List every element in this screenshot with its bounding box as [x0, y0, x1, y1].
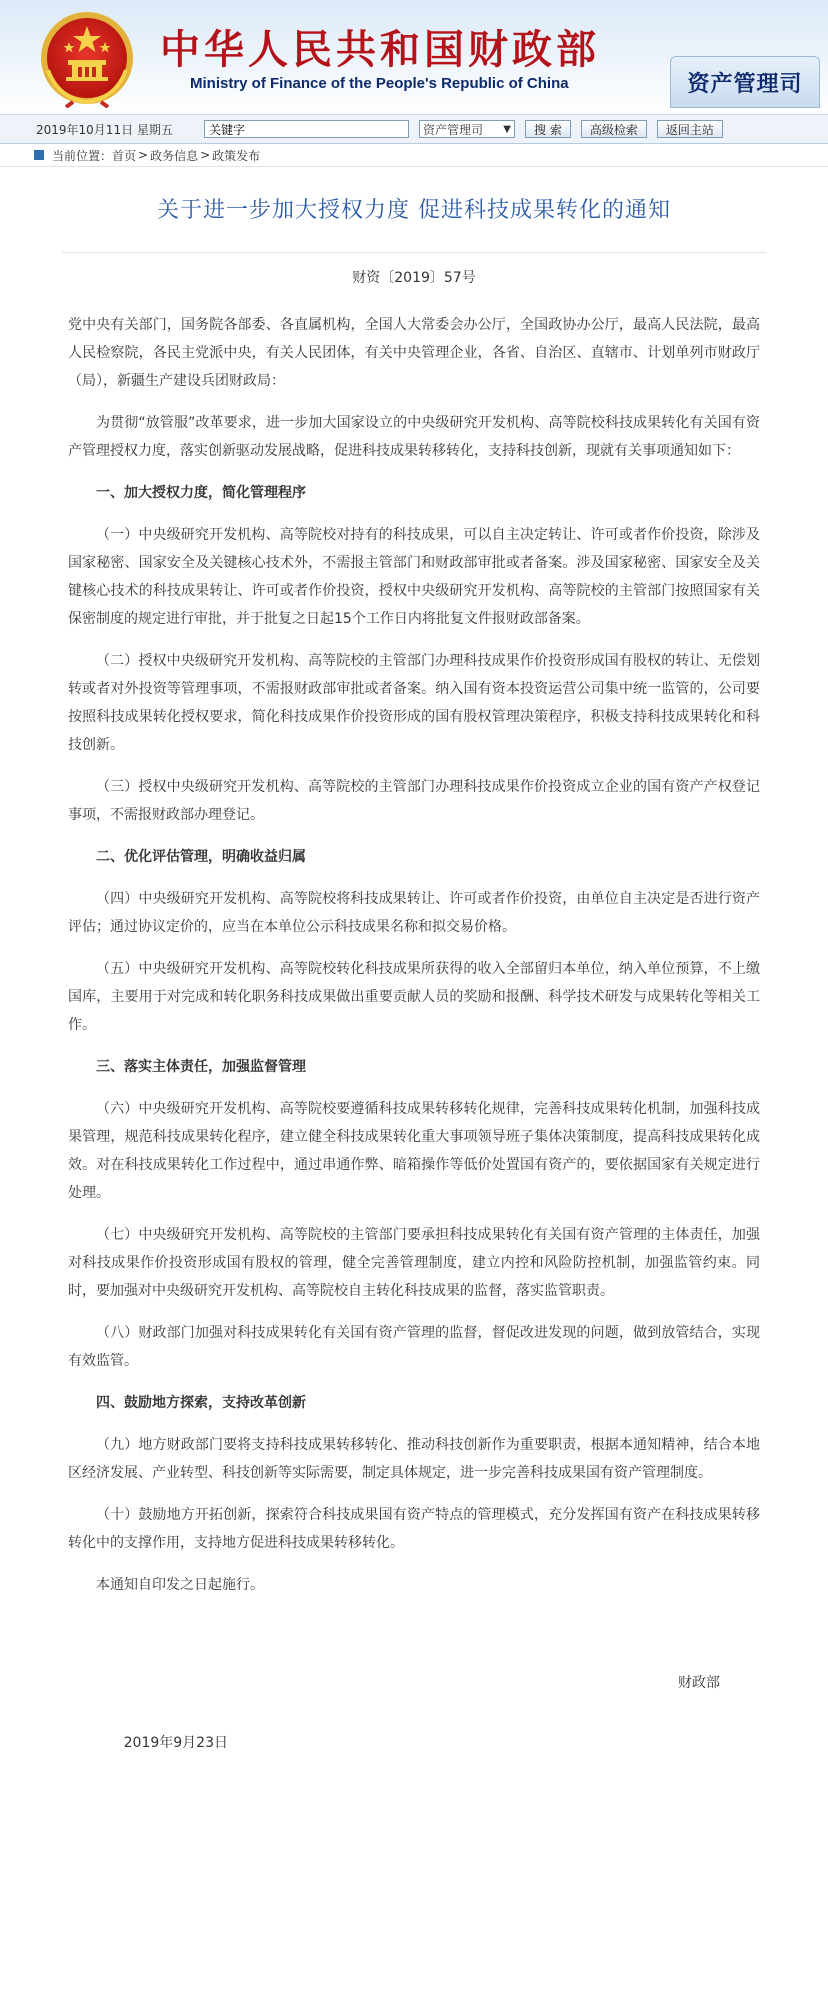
- advanced-search-button[interactable]: 高级检索: [581, 120, 647, 138]
- paragraph: （十）鼓励地方开拓创新，探索符合科技成果国有资产特点的管理模式，充分发挥国有资产在科技成果转移转化中的支撑作用，支持地方促进科技成果转移转化。: [68, 1507, 760, 1551]
- breadcrumb-item-policy[interactable]: 政策发布: [212, 148, 261, 163]
- chevron-down-icon: ▼: [503, 123, 511, 135]
- site-title-cn: 中华人民共和国财政部: [160, 26, 600, 73]
- section-heading: 一、加大授权力度，简化管理程序: [96, 485, 306, 501]
- paragraph: （五）中央级研究开发机构、高等院校转化科技成果所获得的收入全部留归本单位，纳入单位预算，不上缴国库，主要用于对完成和转化职务科技成果做出重要贡献人员的奖励和报酬、科学技术研发与成果转化等相关工作。: [68, 961, 760, 1033]
- breadcrumb-item-news[interactable]: 政务信息: [150, 148, 199, 163]
- intro-paragraph: 为贯彻“放管服”改革要求，进一步加大国家设立的中央级研究开发机构、高等院校科技成果转化有关国有资产管理授权力度，落实创新驱动发展战略，促进科技成果转移转化，支持科技创新，现就有关事项通知如下：: [68, 415, 760, 459]
- current-date: 2019年10月11日 星期五: [36, 122, 173, 137]
- search-toolbar: [0, 115, 828, 144]
- home-button[interactable]: 返回主站: [657, 120, 723, 138]
- scope-select-value: 资产管理司: [423, 122, 484, 137]
- signature-date: 2019年9月23日: [123, 1735, 228, 1751]
- site-title-en: Ministry of Finance of the People's Republic of China: [190, 75, 569, 92]
- section-heading: 四、鼓励地方探索，支持改革创新: [96, 1395, 306, 1411]
- paragraph: （九）地方财政部门要将支持科技成果转移转化、推动科技创新作为重要职责，根据本通知精神，结合本地区经济发展、产业转型、科技创新等实际需要，制定具体规定，进一步完善科技成果国有资产管理制度。: [68, 1437, 760, 1481]
- breadcrumb-separator: >: [138, 148, 149, 162]
- scope-select[interactable]: [419, 120, 515, 138]
- article-body: [44, 311, 784, 1757]
- paragraph: （二）授权中央级研究开发机构、高等院校的主管部门办理科技成果作价投资形成国有股权的转让、无偿划转或者对外投资等管理事项，不需报财政部审批或者备案。纳入国有资本投资运营公司集中统一监管的，公司要按照科技成果转化授权要求，简化科技成果作价投资形成的国有股权管理决策程序，积极支持科技成果转化和科技创新。: [68, 653, 760, 753]
- section-heading: 三、落实主体责任，加强监督管理: [96, 1059, 306, 1075]
- breadcrumb-item-home[interactable]: 首页: [112, 148, 137, 163]
- paragraph: （一）中央级研究开发机构、高等院校对持有的科技成果，可以自主决定转让、许可或者作价投资，除涉及国家秘密、国家安全及关键核心技术外，不需报主管部门和财政部审批或者备案。涉及国家秘密、国家安全及关键核心技术的科技成果转让、许可或者作价投资，授权中央级研究开发机构、高等院校的主管部门按照国家有关保密制度的规定进行审批，并于批复之日起15个工作日内将批复文件报财政部备案。: [68, 527, 760, 627]
- search-input[interactable]: [204, 120, 409, 138]
- national-emblem-icon: [28, 8, 146, 108]
- paragraph: （三）授权中央级研究开发机构、高等院校的主管部门办理科技成果作价投资成立企业的国有资产产权登记事项，不需报财政部办理登记。: [68, 779, 760, 823]
- search-button[interactable]: 搜 索: [525, 120, 571, 138]
- breadcrumb-label: 当前位置：: [52, 148, 113, 163]
- department-tab[interactable]: 资产管理司: [670, 56, 820, 108]
- closing-paragraph: 本通知自印发之日起施行。: [96, 1577, 264, 1593]
- title-divider: [62, 252, 766, 253]
- site-header: [0, 0, 828, 115]
- breadcrumb: [0, 144, 828, 167]
- document-number: 财资〔2019〕57号: [352, 270, 476, 286]
- paragraph: （六）中央级研究开发机构、高等院校要遵循科技成果转移转化规律，完善科技成果转化机制，加强科技成果管理，规范科技成果转化程序，建立健全科技成果转化重大事项领导班子集体决策制度，提高科技成果转化成效。对在科技成果转化工作过程中，通过串通作弊、暗箱操作等低价处置国有资产的，要依据国家有关规定进行处理。: [68, 1101, 760, 1201]
- article: [44, 193, 784, 1757]
- section-heading: 二、优化评估管理，明确收益归属: [96, 849, 306, 865]
- addressee-paragraph: 党中央有关部门，国务院各部委、各直属机构，全国人大常委会办公厅，全国政协办公厅，最高人民法院，最高人民检察院，各民主党派中央，有关人民团体，有关中央管理企业，各省、自治区、直辖市、计划单列市财政厅（局），新疆生产建设兵团财政局：: [68, 317, 760, 389]
- location-icon: [34, 150, 44, 160]
- paragraph: （八）财政部门加强对科技成果转化有关国有资产管理的监督，督促改进发现的问题，做到放管结合，实现有效监管。: [68, 1325, 760, 1369]
- signature-organization: 财政部: [678, 1675, 720, 1691]
- article-title: 关于进一步加大授权力度 促进科技成果转化的通知: [157, 198, 671, 223]
- breadcrumb-separator: >: [200, 148, 211, 162]
- paragraph: （四）中央级研究开发机构、高等院校将科技成果转让、许可或者作价投资，由单位自主决定是否进行资产评估；通过协议定价的，应当在本单位公示科技成果名称和拟交易价格。: [68, 891, 760, 935]
- paragraph: （七）中央级研究开发机构、高等院校的主管部门要承担科技成果转化有关国有资产管理的主体责任，加强对科技成果作价投资形成国有股权的管理，健全完善管理制度，建立内控和风险防控机制，加强监管约束。同时，要加强对中央级研究开发机构、高等院校自主转化科技成果的监督，落实监管职责。: [68, 1227, 760, 1299]
